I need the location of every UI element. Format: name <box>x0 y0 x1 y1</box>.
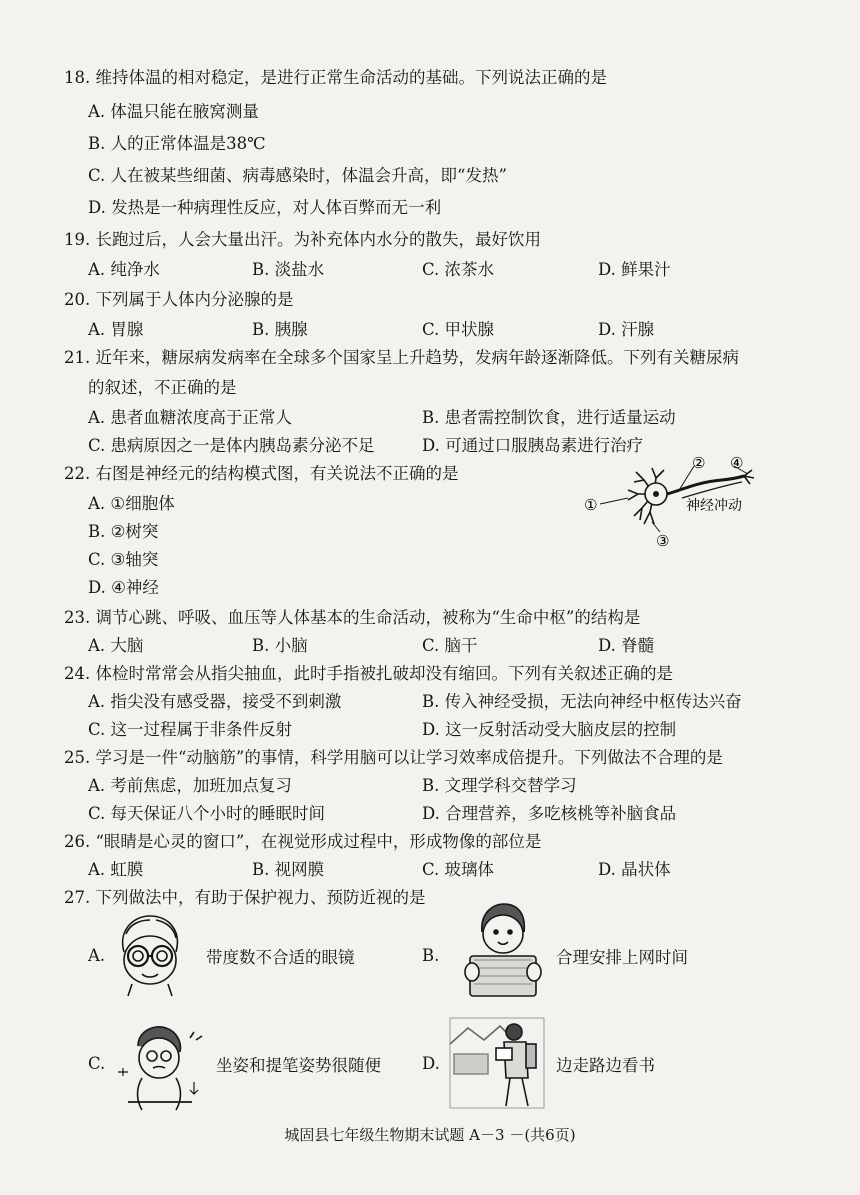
q27-option-a-text: 带度数不合适的眼镜 <box>206 948 355 967</box>
shoulders <box>128 984 172 996</box>
legs <box>506 1078 528 1106</box>
q27-option-c-letter: C. <box>88 1054 106 1073</box>
question-21-stem: 21. 近年来，糖尿病发病率在全球多个国家呈上升趋势，发病年龄逐渐降低。下列有关糖尿病 <box>64 348 739 367</box>
q24-option-d: D. 这一反射活动受大脑皮层的控制 <box>422 720 677 739</box>
question-26-stem: 26. “眼睛是心灵的窗口”，在视觉形成过程中，形成物像的部位是 <box>64 832 542 851</box>
walking-reading-picture <box>448 1014 548 1112</box>
q20-option-d: D. 汗腺 <box>598 320 655 339</box>
glasses-boy-picture <box>110 912 190 996</box>
q21-option-c: C. 患病原因之一是体内胰岛素分泌不足 <box>88 436 375 455</box>
computer-boy-picture <box>460 902 546 1002</box>
neuron-label-1: ① <box>584 496 598 514</box>
hair-outline <box>123 916 178 952</box>
hand-left <box>465 963 479 981</box>
q25-option-c: C. 每天保证八个小时的睡眠时间 <box>88 804 326 823</box>
q27-option-c-text: 坐姿和提笔姿势很随便 <box>216 1056 381 1075</box>
q21-option-b: B. 患者需控制饮食，进行适量运动 <box>422 408 676 427</box>
q18-option-c: C. 人在被某些细菌、病毒感染时，体温会升高，即“发热” <box>88 166 507 185</box>
background-car <box>454 1054 488 1074</box>
face <box>483 915 523 953</box>
stress-marks <box>190 1032 202 1040</box>
q27-option-a-letter: A. <box>88 946 106 965</box>
label-3-leader <box>652 522 660 532</box>
q22-option-b: B. ②树突 <box>88 522 159 541</box>
label-1-leader <box>600 498 628 504</box>
glasses-left-lens <box>128 946 148 966</box>
bad-posture-picture <box>108 1022 208 1112</box>
q24-option-a: A. 指尖没有感受器，接受不到刺激 <box>88 692 342 711</box>
q20-option-b: B. 胰腺 <box>252 320 308 339</box>
q18-option-b: B. 人的正常体温是38℃ <box>88 134 266 153</box>
q26-option-d: D. 晶状体 <box>598 860 671 879</box>
book <box>496 1048 512 1060</box>
q18-option-a: A. 体温只能在腋窝测量 <box>88 102 259 121</box>
q19-option-b: B. 淡盐水 <box>252 260 325 279</box>
mouth <box>142 974 158 977</box>
q26-option-b: B. 视网膜 <box>252 860 325 879</box>
background-hills <box>450 1026 508 1044</box>
swirl-left <box>133 951 143 961</box>
swirl-right <box>157 951 167 961</box>
q22-option-c: C. ③轴突 <box>88 550 159 569</box>
q19-option-a: A. 纯净水 <box>88 260 160 279</box>
distance-mark-left <box>118 1068 128 1076</box>
q19-option-d: D. 鲜果汁 <box>598 260 671 279</box>
neuron-label-3: ③ <box>656 532 670 550</box>
eye-left <box>494 930 498 934</box>
eye-right <box>508 930 512 934</box>
question-25-stem: 25. 学习是一件“动脑筋”的事情，科学用脑可以让学习效率成倍提升。下列做法不合理的是 <box>64 748 723 767</box>
q27-option-d-text: 边走路边看书 <box>556 1056 655 1075</box>
question-27-stem: 27. 下列做法中，有助于保护视力、预防近视的是 <box>64 888 426 907</box>
hand-right <box>527 963 541 981</box>
nerve-impulse-caption: 神经冲动 <box>686 498 742 514</box>
head <box>139 1038 179 1078</box>
neuron-diagram <box>582 452 782 552</box>
q22-option-d: D. ④神经 <box>88 578 159 597</box>
q20-option-c: C. 甲状腺 <box>422 320 495 339</box>
q20-option-a: A. 胃腺 <box>88 320 144 339</box>
page-footer: 城固县七年级生物期末试题 A－3 －(共6页) <box>284 1126 576 1144</box>
q23-option-d: D. 脊髓 <box>598 636 655 655</box>
q24-option-b: B. 传入神经受损，无法向神经中枢传达兴奋 <box>422 692 742 711</box>
q21-option-a: A. 患者血糖浓度高于正常人 <box>88 408 292 427</box>
q21-option-d: D. 可通过口服胰岛素进行治疗 <box>422 436 644 455</box>
question-19-stem: 19. 长跑过后，人会大量出汗。为补充体内水分的散失，最好饮用 <box>64 230 541 249</box>
q25-option-a: A. 考前焦虑，加班加点复习 <box>88 776 292 795</box>
distance-mark-right <box>190 1082 198 1094</box>
q25-option-d: D. 合理营养，多吃核桃等补脑食品 <box>422 804 677 823</box>
q27-option-b-text: 合理安排上网时间 <box>556 948 688 967</box>
neuron-nucleus <box>653 491 659 497</box>
question-22-stem: 22. 右图是神经元的结构模式图，有关说法不正确的是 <box>64 464 459 483</box>
q27-option-b-letter: B. <box>422 946 440 965</box>
neuron-axon-sheath <box>682 482 742 498</box>
neuron-label-4: ④ <box>730 454 744 472</box>
q19-option-c: C. 浓茶水 <box>422 260 495 279</box>
q25-option-b: B. 文理学科交替学习 <box>422 776 577 795</box>
question-23-stem: 23. 调节心跳、呼吸、血压等人体基本的生命活动，被称为“生命中枢”的结构是 <box>64 608 641 627</box>
q27-option-d-letter: D. <box>422 1054 440 1073</box>
question-20-stem: 20. 下列属于人体内分泌腺的是 <box>64 290 294 309</box>
q23-option-a: A. 大脑 <box>88 636 144 655</box>
body <box>138 1078 181 1110</box>
q23-option-c: C. 脑干 <box>422 636 478 655</box>
question-18-stem: 18. 维持体温的相对稳定，是进行正常生命活动的基础。下列说法正确的是 <box>64 68 607 87</box>
q24-option-c: C. 这一过程属于非条件反射 <box>88 720 293 739</box>
neuron-label-2: ② <box>692 454 706 472</box>
q18-option-d: D. 发热是一种病理性反应，对人体百弊而无一利 <box>88 198 442 217</box>
q26-option-a: A. 虹膜 <box>88 860 144 879</box>
backpack <box>526 1044 536 1068</box>
question-24-stem: 24. 体检时常常会从指尖抽血，此时手指被扎破却没有缩回。下列有关叙述正确的是 <box>64 664 673 683</box>
head <box>506 1024 522 1040</box>
q26-option-c: C. 玻璃体 <box>422 860 495 879</box>
glasses-right-lens <box>152 946 172 966</box>
q22-option-a: A. ①细胞体 <box>88 494 175 513</box>
q23-option-b: B. 小脑 <box>252 636 308 655</box>
question-21-stem-cont: 的叙述，不正确的是 <box>88 378 237 397</box>
